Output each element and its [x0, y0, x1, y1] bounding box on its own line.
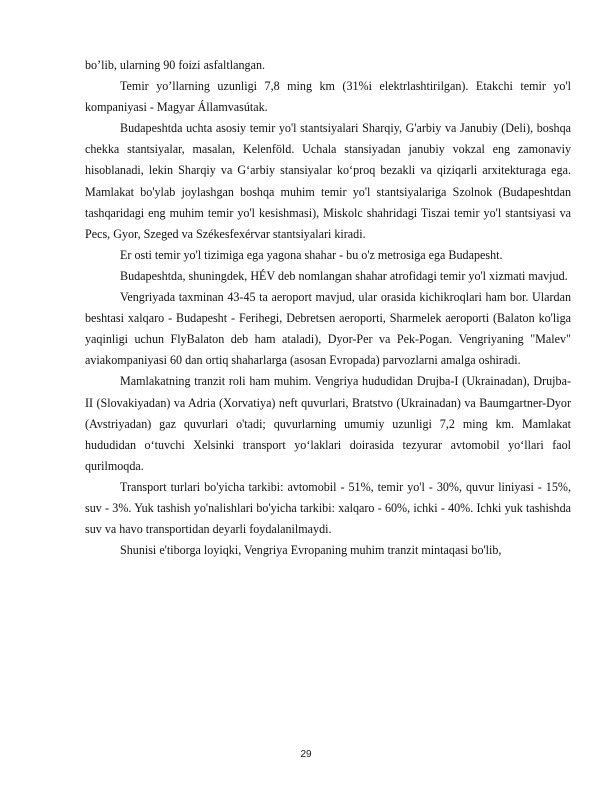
body-text [85, 55, 571, 561]
paragraph-1: bo’lib, ularning 90 foizi asfaltlangan. [85, 58, 266, 72]
paragraph-5: Budapeshtda, shuningdek, HÉV deb nomlangan shahar atrofidagi temir yo'l xizmati mavjud. [120, 268, 568, 283]
paragraph-4: Er osti temir yo'l tizimiga ega yagona shahar - bu o'z metrosiga ega Budapesht. [120, 247, 503, 262]
paragraph-6: Vengriyada taxminan 43-45 ta aeroport mavjud, ular orasida kichikroqlari ham bor. Ulardan beshtasi xalqaro - Budapesht - Ferihegi, Debretsen aeroporti, Sharmelek aeroporti (Balaton ko'liga yaqinligi uchun FlyBalaton deb ham ataladi), Dyor-Per va Pek-Pogan. Vengriyaning "Malev" aviakompaniyasi 60 dan ortiq shaharlarga (asosan Evropada) parvozlarni amalga oshiradi. [85, 290, 571, 368]
paragraph-2: Temir yo’llarning uzunligi 7,8 ming km (31%i elektrlashtirilgan). Etakchi temir yo'l kompaniyasi - Magyar Államvasútak. [85, 79, 571, 115]
paragraph-7: Mamlakatning tranzit roli ham muhim. Vengriya hududidan Drujba-I (Ukrainadan), Drujba-II (Slovakiyadan) va Adria (Xorvatiya) neft quvurlari, Bratstvo (Ukrainadan) va Baumgartner-Dyor (Avstriyadan) gaz quvurlari o'tadi; quvurlarning umumiy uzunligi 7,2 ming km. Mamlakat hududidan o‘tuvchi Xelsinki transport yo‘laklari doirasida tezyurar avtomobil yo‘llari faol qurilmoqda. [85, 374, 571, 473]
paragraph-8: Transport turlari bo'yicha tarkibi: avtomobil - 51%, temir yo'l - 30%, quvur liniyasi - 15%, suv - 3%. Yuk tashish yo'nalishlari bo'yicha tarkibi: xalqaro - 60%, ichki - 40%. Ichki yuk tashishda suv va havo transportidan deyarli foydalanilmaydi. [85, 479, 571, 537]
paragraph-3: Budapeshtda uchta asosiy temir yo'l stantsiyalari Sharqiy, G'arbiy va Janubiy (Deli), boshqa chekka stantsiyalar, masalan, Kelenföld. Uchala stansiyadan janubiy vokzal eng zamonaviy hisoblanadi, lekin Sharqiy va G‘arbiy stansiyalar ko‘proq bezakli va qiziqarli arxitekturaga ega. Mamlakat bo'ylab joylashgan boshqa muhim temir yo'l stantsiyalariga Szolnok (Budapeshtdan tashqaridagi eng muhim temir yo'l kesishmasi), Miskolc shahridagi Tiszai temir yo'l stantsiyasi va Pecs, Gyor, Szeged va Székesfexérvar stantsiyalari kiradi. [85, 121, 571, 241]
page-number: 29 [300, 749, 312, 760]
paragraph-9: Shunisi e'tiborga loyiqki, Vengriya Evropaning muhim tranzit mintaqasi bo'lib, [120, 543, 502, 558]
